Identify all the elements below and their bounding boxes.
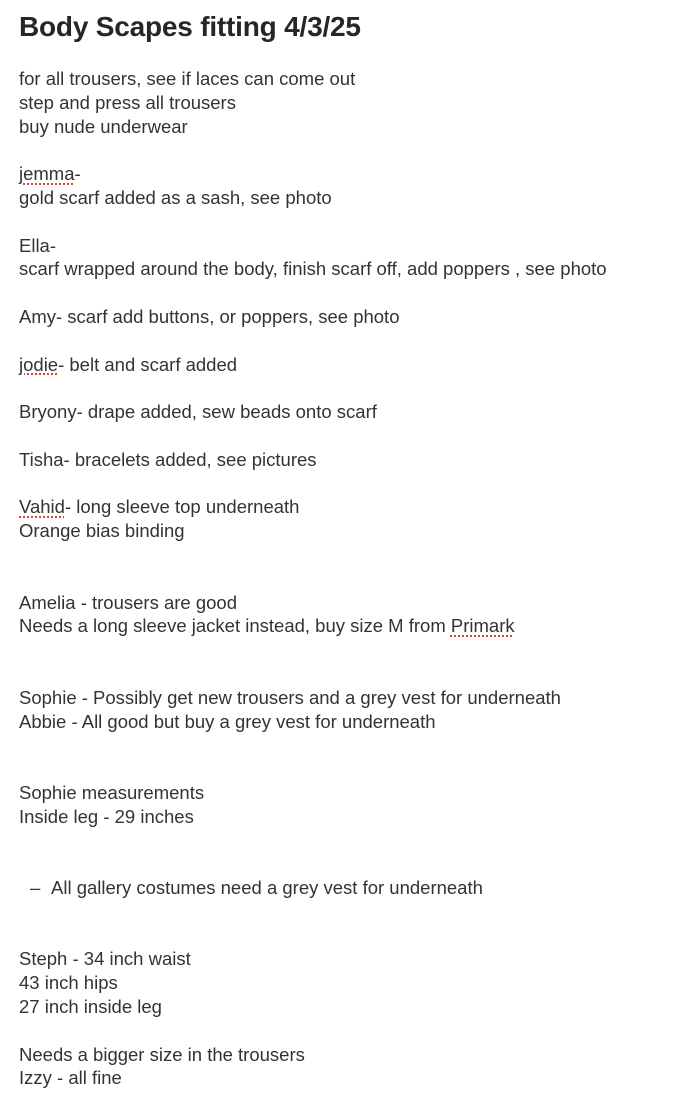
empty-line[interactable] — [19, 662, 689, 686]
empty-line[interactable] — [19, 329, 689, 353]
note-line[interactable]: Amelia - trousers are good — [19, 591, 237, 613]
note-line[interactable] — [19, 614, 689, 638]
line-text: - — [74, 163, 81, 185]
note-line[interactable]: 27 inch inside leg — [19, 996, 162, 1018]
note-body[interactable] — [19, 67, 689, 1090]
line-text: - long sleeve top underneath — [64, 496, 300, 518]
empty-line[interactable] — [19, 1019, 689, 1043]
empty-line[interactable] — [19, 852, 689, 876]
note-line[interactable]: Sophie measurements — [19, 781, 205, 803]
note-line[interactable] — [19, 353, 689, 377]
note-line[interactable]: for all trousers, see if laces can come out — [19, 68, 356, 89]
note-line[interactable]: step and press all trousers — [19, 91, 236, 113]
note-line[interactable]: Abbie - All good but buy a grey vest for underneath — [19, 710, 436, 732]
empty-line[interactable] — [19, 829, 689, 853]
note-line[interactable] — [19, 495, 689, 519]
note-line[interactable]: Needs a bigger size in the trousers — [19, 1043, 305, 1065]
note-line[interactable]: Izzy - all fine — [19, 1067, 122, 1089]
misspelled-word[interactable]: Primark — [450, 615, 515, 637]
empty-line[interactable] — [19, 900, 689, 924]
misspelled-word[interactable]: Vahid — [19, 496, 65, 518]
note-line[interactable]: Amy- scarf add buttons, or poppers, see photo — [19, 305, 400, 327]
misspelled-word[interactable]: jemma — [19, 163, 75, 185]
note-title[interactable]: Body Scapes fitting 4/3/25 — [19, 11, 361, 42]
empty-line[interactable] — [19, 757, 689, 781]
empty-line[interactable] — [19, 543, 689, 567]
note-line[interactable]: scarf wrapped around the body, finish scarf off, add poppers , see photo — [19, 258, 607, 280]
note-document[interactable] — [19, 9, 689, 1090]
note-line[interactable]: Tisha- bracelets added, see pictures — [19, 448, 317, 470]
note-line[interactable]: 43 inch hips — [19, 972, 118, 994]
bullet-item[interactable] — [19, 876, 689, 900]
note-line[interactable]: Bryony- drape added, sew beads onto scarf — [19, 401, 377, 423]
misspelled-word[interactable]: jodie — [19, 353, 59, 375]
empty-line[interactable] — [19, 924, 689, 948]
note-line[interactable]: buy nude underwear — [19, 115, 188, 137]
empty-line[interactable] — [19, 638, 689, 662]
line-text: - belt and scarf added — [58, 353, 238, 375]
empty-line[interactable] — [19, 376, 689, 400]
note-line[interactable]: Inside leg - 29 inches — [19, 805, 194, 827]
empty-line[interactable] — [19, 567, 689, 591]
note-line[interactable]: Orange bias binding — [19, 520, 185, 542]
note-line[interactable]: Ella- — [19, 234, 57, 256]
empty-line[interactable] — [19, 210, 689, 234]
note-line[interactable]: Steph - 34 inch waist — [19, 948, 191, 970]
note-line[interactable]: gold scarf added as a sash, see photo — [19, 186, 332, 208]
line-text: All gallery costumes need a grey vest for underneath — [51, 877, 483, 899]
bullet-dash: – — [30, 877, 41, 899]
empty-line[interactable] — [19, 281, 689, 305]
note-line[interactable]: Sophie - Possibly get new trousers and a grey vest for underneath — [19, 686, 561, 708]
empty-line[interactable] — [19, 138, 689, 162]
line-text: Needs a long sleeve jacket instead, buy size M from — [19, 615, 451, 637]
empty-line[interactable] — [19, 733, 689, 757]
empty-line[interactable] — [19, 472, 689, 496]
empty-line[interactable] — [19, 424, 689, 448]
note-line[interactable] — [19, 162, 689, 186]
